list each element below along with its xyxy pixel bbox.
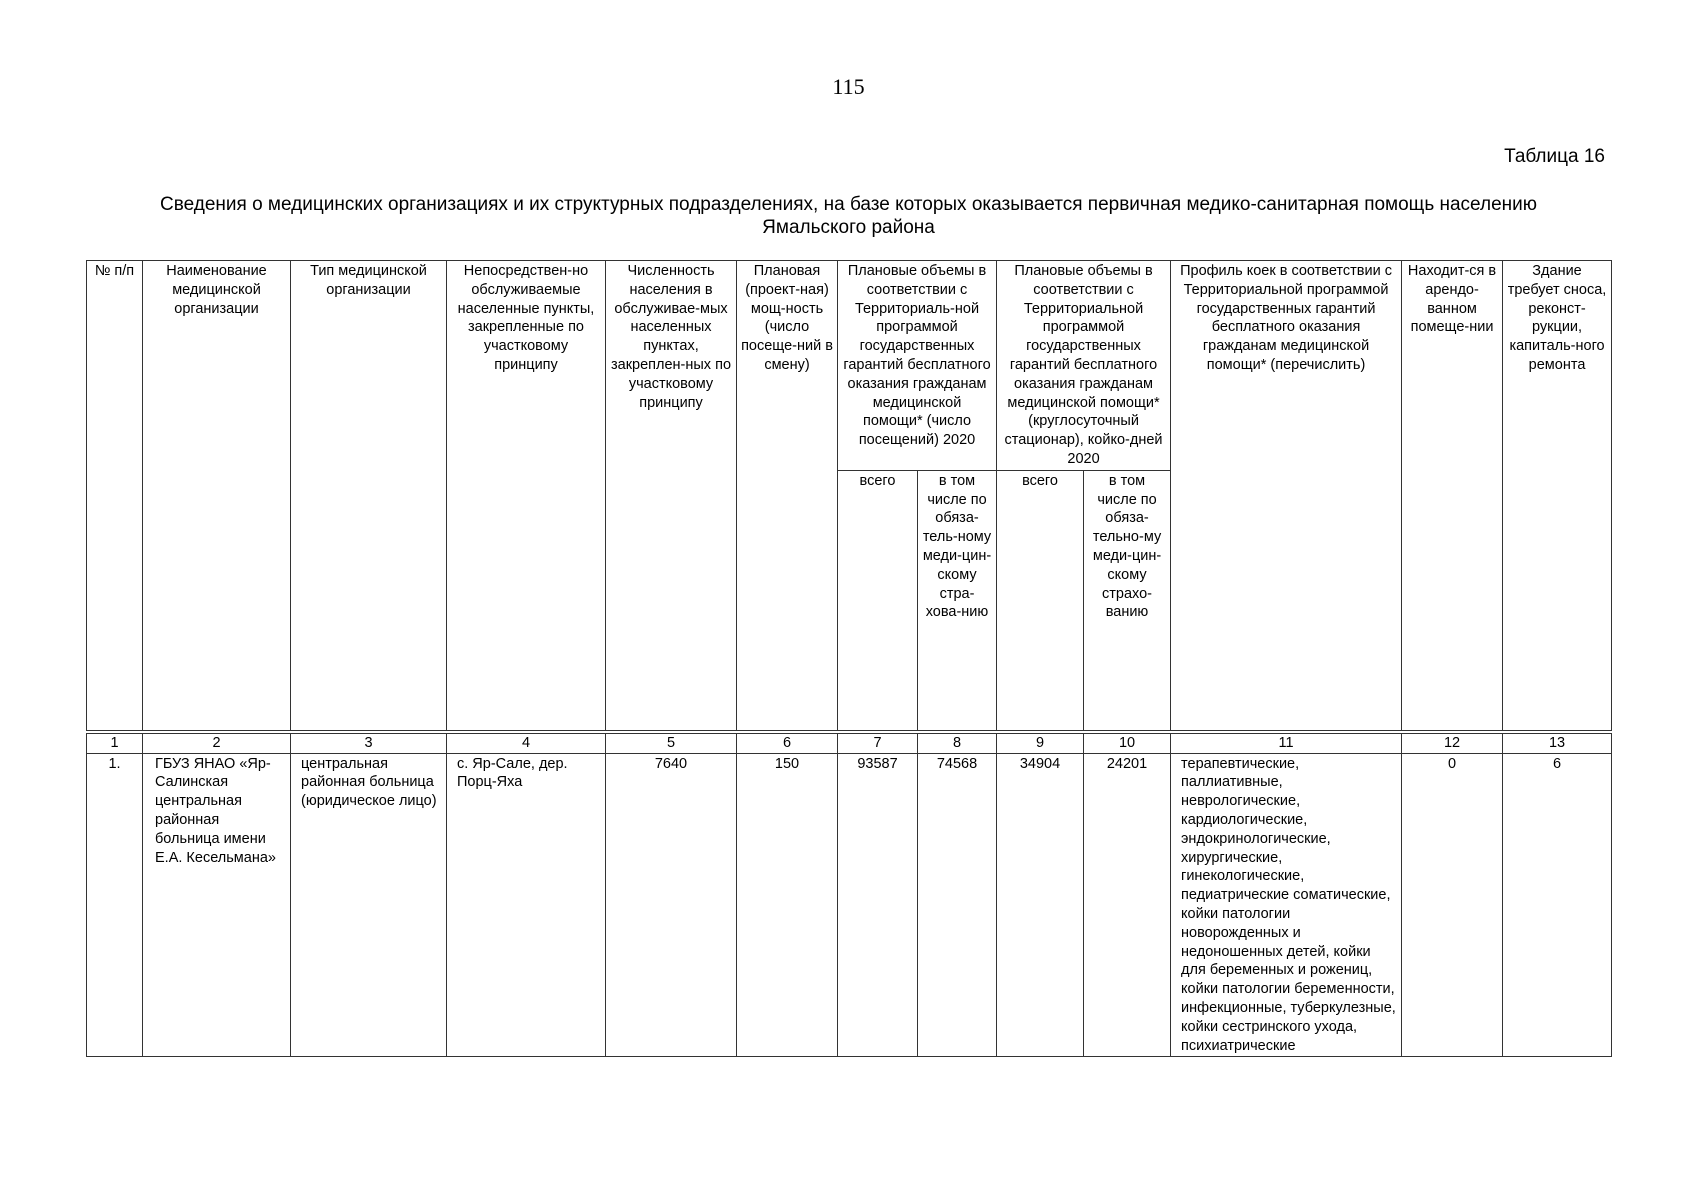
column-number: 4	[447, 733, 606, 753]
column-number: 8	[918, 733, 997, 753]
header-visits-oms: в том числе по обяза-тель-ному меди-цин-скому стра-хова-нию	[918, 470, 997, 730]
visits-total: 93587	[838, 753, 918, 1057]
header-visits-total: всего	[838, 470, 918, 730]
column-numbers-row	[87, 733, 1612, 753]
page-number: 115	[832, 74, 865, 99]
row-number: 1.	[87, 753, 143, 1057]
header-bed-days-total: всего	[997, 470, 1084, 730]
planned-capacity: 150	[737, 753, 838, 1057]
header-bed-profiles: Профиль коек в соответствии с Территориальной программой государственных гарантий бесплатного оказания гражданам медицинской помощи* (перечислить)	[1171, 261, 1402, 731]
column-number: 12	[1402, 733, 1503, 753]
header-organization-type: Тип медицинской организации	[291, 261, 447, 731]
header-building-condition: Здание требует сноса, реконст-рукции, капиталь-ного ремонта	[1503, 261, 1612, 731]
header-population: Численность населения в обслуживае-мых населенных пунктах, закреплен-ных по участковому принципу	[606, 261, 737, 731]
bed-days-oms: 24201	[1084, 753, 1171, 1057]
header-planned-visits-group: Плановые объемы в соответствии с Территориаль-ной программой государственных гарантий бесплатного оказания гражданам медицинской помощи* (число посещений) 2020	[838, 261, 997, 471]
header-settlements: Непосредствен-но обслуживаемые населенные пункты, закрепленные по участковому принципу	[447, 261, 606, 731]
medical-organizations-table	[86, 260, 1612, 1057]
bed-days-total: 34904	[997, 753, 1084, 1057]
header-bed-days-oms: в том числе по обяза-тельно-му меди-цин-скому страхо-ванию	[1084, 470, 1171, 730]
title-line-2: Ямальского района	[762, 217, 935, 238]
bed-profiles: терапевтические, паллиативные, неврологические, кардиологические, эндокринологические, хирургические, гинекологические, педиатрические соматические, койки патологии новорожденных и недоношенных детей, койки для беременных и рожениц, койки патологии беременности, инфекционные, туберкулезные, койки сестринского ухода, психиатрические	[1171, 753, 1402, 1057]
column-number: 10	[1084, 733, 1171, 753]
population-count: 7640	[606, 753, 737, 1057]
table-row	[87, 753, 1612, 1057]
organization-type: центральная районная больница (юридическое лицо)	[291, 753, 447, 1057]
column-number: 9	[997, 733, 1084, 753]
header-planned-bed-days-group: Плановые объемы в соответствии с Территориальной программой государственных гарантий бесплатного оказания гражданам медицинской помощи* (круглосуточный стационар), койко-дней 2020	[997, 261, 1171, 471]
header-rented-premises: Находит-ся в арендо-ванном помеще-нии	[1402, 261, 1503, 731]
document-title	[86, 193, 1611, 239]
organization-name: ГБУЗ ЯНАО «Яр-Салинская центральная районная больница имени Е.А. Кесельмана»	[143, 753, 291, 1057]
column-number: 1	[87, 733, 143, 753]
title-line-1: Сведения о медицинских организациях и их структурных подразделениях, на базе которых оказывается первичная медико-санитарная помощь населению	[160, 194, 1537, 215]
header-number: № п/п	[87, 261, 143, 731]
column-number: 2	[143, 733, 291, 753]
column-number: 6	[737, 733, 838, 753]
column-number: 5	[606, 733, 737, 753]
visits-oms: 74568	[918, 753, 997, 1057]
building-condition: 6	[1503, 753, 1612, 1057]
header-organization-name: Наименование медицинской организации	[143, 261, 291, 731]
header-capacity: Плановая (проект-ная) мощ-ность (число посеще-ний в смену)	[737, 261, 838, 731]
served-settlements: с. Яр-Сале, дер. Порц-Яха	[447, 753, 606, 1057]
rented-premises: 0	[1402, 753, 1503, 1057]
column-number: 11	[1171, 733, 1402, 753]
table-caption: Таблица 16	[1504, 146, 1605, 167]
column-number: 3	[291, 733, 447, 753]
column-number: 7	[838, 733, 918, 753]
column-number: 13	[1503, 733, 1612, 753]
